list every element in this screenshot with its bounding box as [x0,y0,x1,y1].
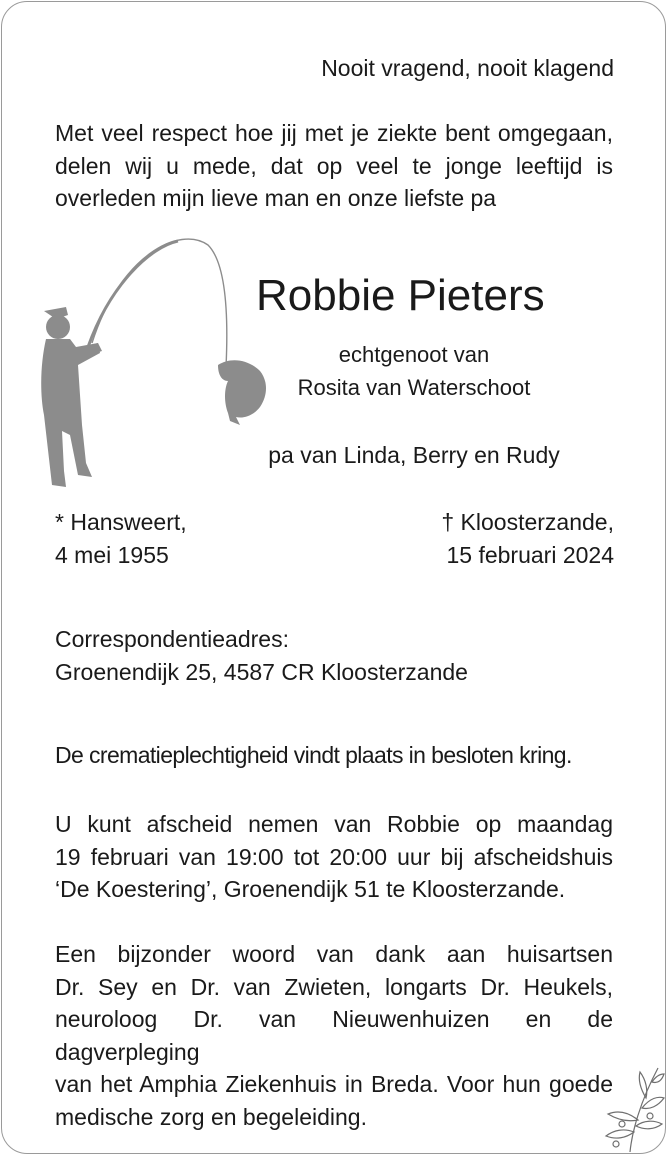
intro-line: overleden mijn lieve man en onze liefste pa [55,185,497,211]
motto: Nooit vragend, nooit klagend [321,55,614,81]
correspondence-address: Groenendijk 25, 4587 CR Kloosterzande [55,659,468,685]
farewell-paragraph [55,808,613,906]
thanks-line: Een bijzonder woord van dank aan huisartsen [55,941,613,967]
thanks-line: medische zorg en begeleiding. [55,1103,367,1130]
birth-place: * Hansweert, [55,509,187,535]
cremation-paragraph [55,739,613,772]
intro-paragraph [55,117,613,215]
farewell-line: ‘De Koestering’, Groenendijk 51 te Kloosterzande. [55,876,566,902]
deceased-name: Robbie Pieters [256,271,545,320]
birth-date: 4 mei 1955 [55,542,169,568]
cremation-line: De crematieplechtigheid vindt plaats in besloten kring. [55,742,572,768]
farewell-line: U kunt afscheid nemen van Robbie op maandag [55,811,613,837]
olive-sprig-icon [600,1062,666,1154]
spouse-name: Rosita van Waterschoot [297,375,531,400]
intro-line: delen wij u mede, dat op veel te jonge leeftijd is [55,152,613,179]
farewell-line: 19 februari van 19:00 tot 20:00 uur bij afscheidshuis [55,843,613,870]
intro-line: Met veel respect hoe jij met je ziekte bent omgegaan, [55,120,613,146]
thanks-line: Dr. Sey en Dr. van Zwieten, longarts Dr. Heukels, [55,973,613,1000]
thanks-line: van het Amphia Ziekenhuis in Breda. Voor hun goede [55,1071,613,1097]
children-line: pa van Linda, Berry en Rudy [268,442,560,468]
fisherman-illustration [30,235,280,495]
spouse-label: echtgenoot van [338,342,490,367]
death-place: † Kloosterzande, [441,509,614,535]
death-date: 15 februari 2024 [446,542,614,568]
correspondence-label: Correspondentieadres: [55,626,289,652]
thanks-line: neuroloog Dr. van Nieuwenhuizen en de dagverpleging [55,1006,613,1065]
thanks-paragraph [55,938,613,1133]
